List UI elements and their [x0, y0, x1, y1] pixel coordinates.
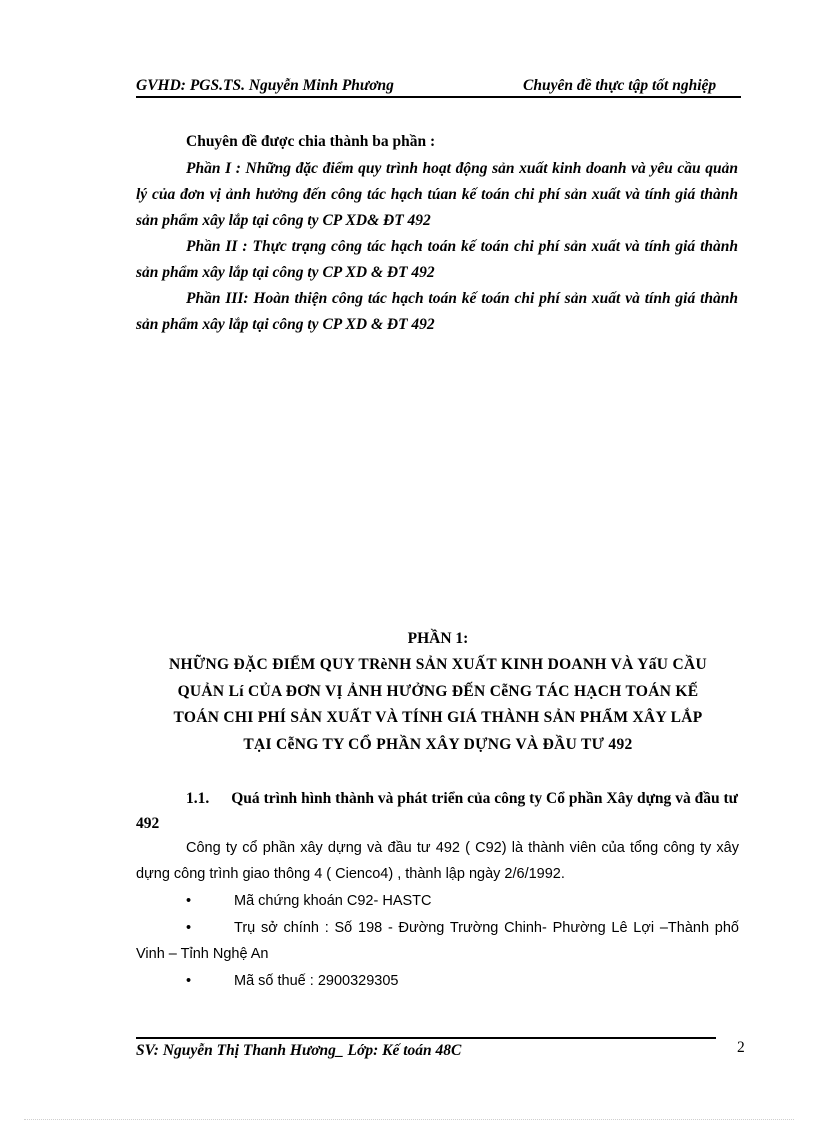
subsection-title: Quá trình hình thành và phát triển của công ty Cổ phần Xây dựng và đầu tư 492	[136, 790, 738, 832]
header-divider	[136, 96, 741, 98]
part-3-description: Phần III: Hoàn thiện công tác hạch toán kế toán chi phí sản xuất và tính giá thành sản phẩm xây lắp tại công ty CP XD & ĐT 492	[136, 290, 738, 333]
list-item	[136, 968, 739, 994]
company-intro-paragraph: Công ty cổ phần xây dựng và đầu tư 492 ( C92) là thành viên của tổng công ty xây dựng công trình giao thông 4 ( Cienco4) , thành lập ngày 2/6/1992.	[136, 840, 739, 882]
footer-divider	[136, 1037, 716, 1039]
bullet-icon: •	[186, 893, 192, 909]
section-title-line: QUẢN Lí CỦA ĐƠN VỊ ẢNH HƯỞNG ĐẾN CễNG TÁC HẠCH TOÁN KẾ	[177, 682, 699, 700]
footer-student: SV: Nguyễn Thị Thanh Hương_ Lớp: Kế toán 48C	[136, 1042, 462, 1059]
list-item	[136, 915, 739, 967]
list-item	[136, 888, 739, 914]
part-1-description: Phần I : Những đặc điểm quy trình hoạt động sản xuất kinh doanh và yêu cầu quản lý của đơn vị ảnh hưởng đến công tác hạch túan kế toán chi phí sản xuất và tính giá thành sản phẩm xây lắp tại công ty CP XD& ĐT 492	[136, 160, 738, 229]
part-2-description: Phần II : Thực trạng công tác hạch toán kế toán chi phí sản xuất và tính giá thành sản phẩm xây lắp tại công ty CP XD & ĐT 492	[136, 238, 738, 281]
subsection-heading	[136, 786, 738, 836]
section-title	[136, 652, 740, 758]
header-report-type: Chuyên đề thực tập tốt nghiệp	[523, 77, 717, 94]
list-item-text: Mã số thuế : 2900329305	[234, 973, 399, 989]
subsection-number: 1.1.	[186, 790, 210, 807]
list-item-text: Trụ sở chính : Số 198 - Đường Trường Chinh- Phường Lê Lợi –Thành phố Vinh – Tỉnh Nghệ An	[136, 920, 739, 962]
page-number: 2	[737, 1039, 745, 1056]
section-title-line: NHỮNG ĐẶC ĐIỂM QUY TRèNH SẢN XUẤT KINH DOANH VÀ YấU CẦU	[169, 656, 707, 673]
section-title-line: TẠI CễNG TY CỔ PHẦN XÂY DỰNG VÀ ĐẦU TƯ 492	[243, 735, 633, 753]
header-advisor: GVHD: PGS.TS. Nguyễn Minh Phương	[136, 77, 394, 94]
bullet-icon: •	[186, 973, 192, 989]
list-item-text: Mã chứng khoán C92- HASTC	[234, 893, 432, 909]
page-edge	[24, 1119, 794, 1120]
section-title-line: TOÁN CHI PHÍ SẢN XUẤT VÀ TÍNH GIÁ THÀNH SẢN PHẨM XÂY LẮP	[173, 709, 703, 726]
bullet-icon: •	[186, 920, 192, 936]
intro-line: Chuyên đề được chia thành ba phần :	[186, 133, 436, 150]
section-label: PHẦN 1:	[407, 630, 469, 647]
